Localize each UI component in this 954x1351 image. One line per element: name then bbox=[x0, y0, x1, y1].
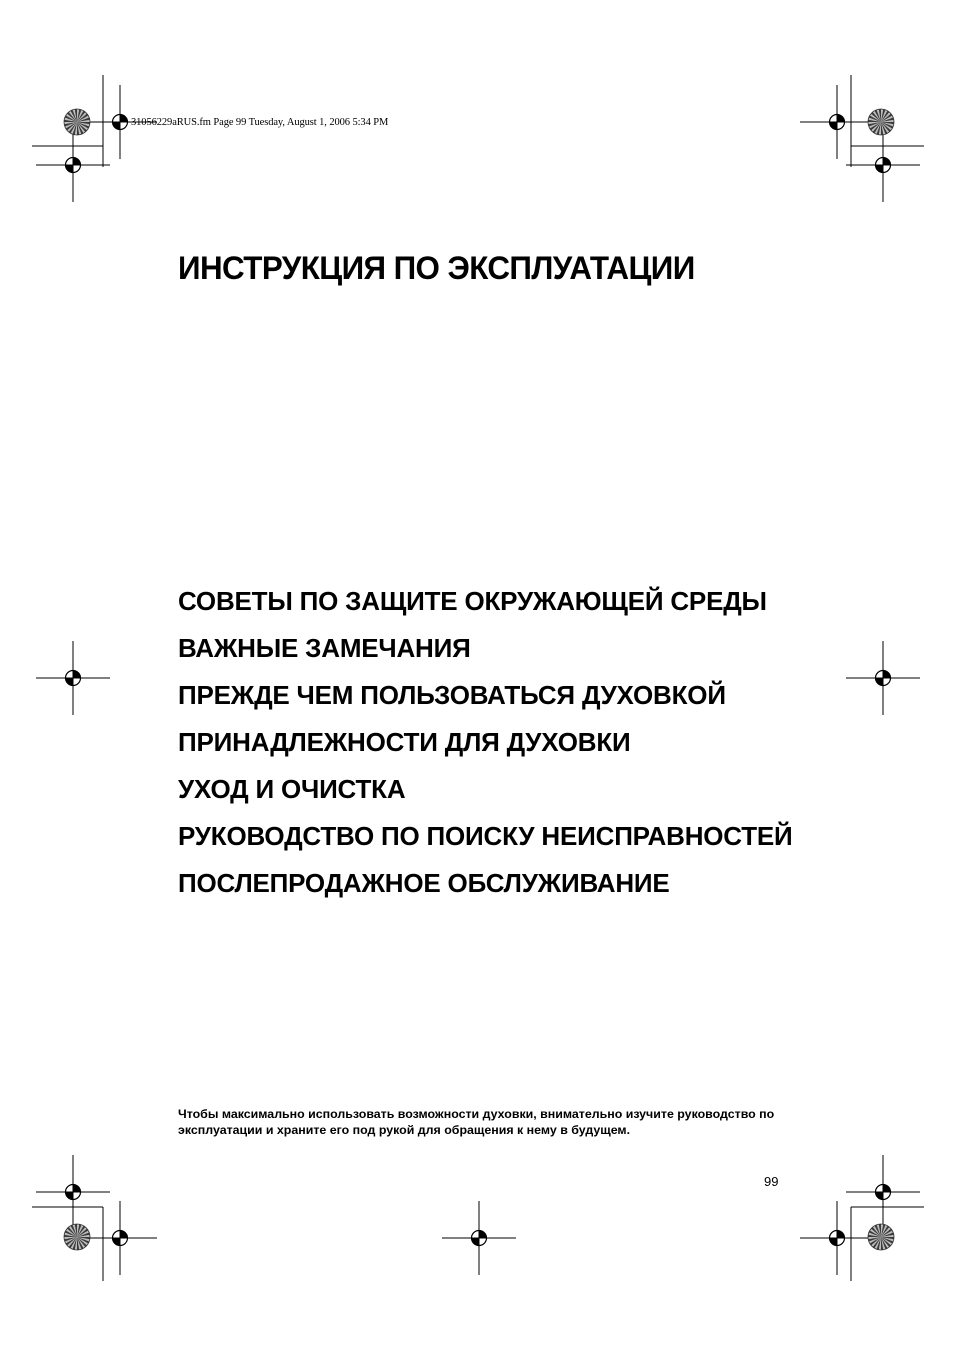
section-heading-before-use: ПРЕЖДЕ ЧЕМ ПОЛЬЗОВАТЬСЯ ДУХОВКОЙ bbox=[178, 680, 726, 710]
usage-note: Чтобы максимально использовать возможности духовки, внимательно изучите руководство по эксплуатации и храните его под рукой для обращения к нему в будущем. bbox=[178, 1107, 775, 1137]
registration-mark-icon bbox=[846, 1155, 920, 1229]
section-heading-after-sales: ПОСЛЕПРОДАЖНОЕ ОБСЛУЖИВАНИЕ bbox=[178, 868, 670, 898]
registration-mark-icon bbox=[846, 641, 920, 715]
starburst-target-icon bbox=[64, 1224, 90, 1250]
section-list bbox=[178, 586, 818, 915]
section-heading-troubleshooting: РУКОВОДСТВО ПО ПОИСКУ НЕИСПРАВНОСТЕЙ bbox=[178, 821, 793, 851]
registration-mark-icon bbox=[800, 1201, 874, 1275]
page-number: 99 bbox=[764, 1174, 779, 1189]
registration-mark-icon bbox=[442, 1201, 516, 1275]
section-heading-environment: СОВЕТЫ ПО ЗАЩИТЕ ОКРУЖАЮЩЕЙ СРЕДЫ bbox=[178, 586, 767, 616]
registration-mark-icon bbox=[846, 128, 920, 202]
registration-mark-icon bbox=[83, 1201, 157, 1275]
starburst-target-icon bbox=[64, 109, 90, 135]
section-heading-important-notes: ВАЖНЫЕ ЗАМЕЧАНИЯ bbox=[178, 633, 471, 663]
starburst-target-icon bbox=[868, 109, 894, 135]
section-heading-accessories: ПРИНАДЛЕЖНОСТИ ДЛЯ ДУХОВКИ bbox=[178, 727, 631, 757]
starburst-target-icon bbox=[868, 1224, 894, 1250]
document-title: ИНСТРУКЦИЯ ПО ЭКСПЛУАТАЦИИ bbox=[178, 250, 695, 286]
registration-mark-icon bbox=[800, 85, 874, 159]
registration-mark-icon bbox=[36, 1155, 110, 1229]
file-slug-header: 31056229aRUS.fm Page 99 Tuesday, August 1, 2006 5:34 PM bbox=[131, 117, 389, 128]
section-heading-care-cleaning: УХОД И ОЧИСТКА bbox=[178, 774, 406, 804]
registration-mark-icon bbox=[36, 641, 110, 715]
registration-mark-icon bbox=[36, 128, 110, 202]
